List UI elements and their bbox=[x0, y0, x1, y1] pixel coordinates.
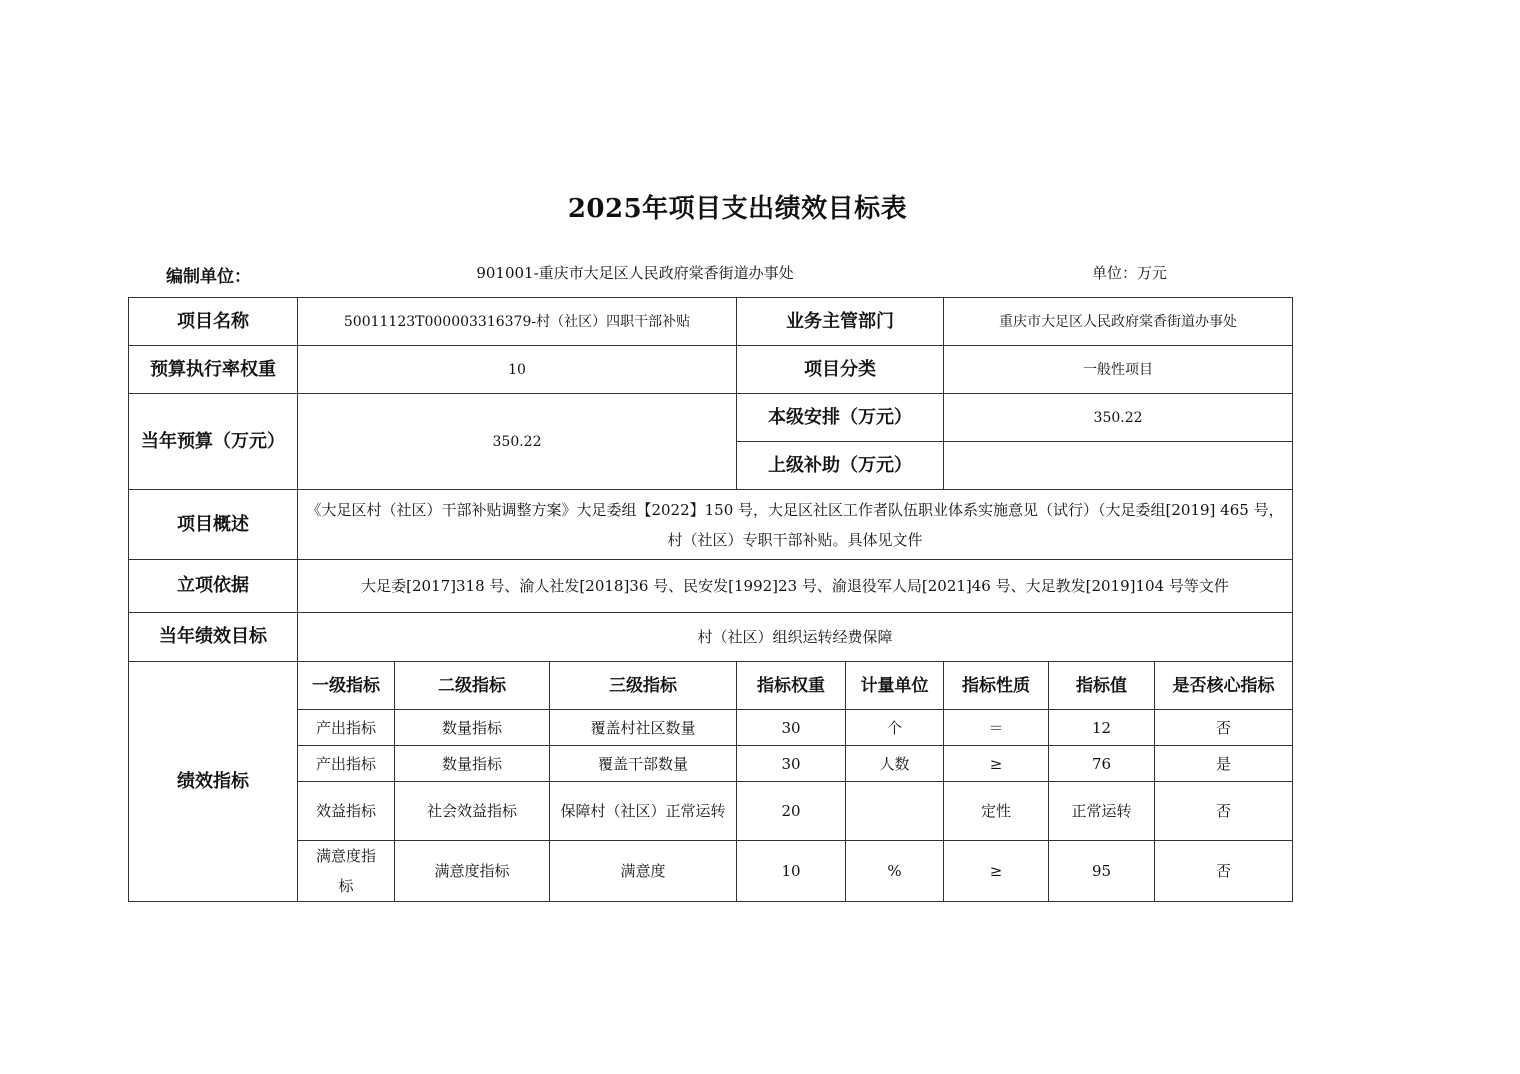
cell-value: 95 bbox=[1049, 841, 1155, 902]
cell-nature: 定性 bbox=[944, 782, 1049, 841]
table-row bbox=[129, 746, 1293, 782]
overview-value: 《大足区村（社区）干部补贴调整方案》大足委组【2022】150 号，大足区社区工作者队伍职业体系实施意见（试行）（大足委组[2019] 465 号，村（社区）专职干部补贴。具体见文件 bbox=[298, 490, 1293, 560]
local-value: 350.22 bbox=[944, 394, 1293, 442]
cell-nature: ＝ bbox=[944, 710, 1049, 746]
goal-value: 村（社区）组织运转经费保障 bbox=[298, 613, 1293, 662]
cell-core: 否 bbox=[1155, 841, 1293, 902]
overview-label: 项目概述 bbox=[129, 490, 298, 560]
cell-level1: 产出指标 bbox=[298, 710, 395, 746]
header-value: 指标值 bbox=[1049, 662, 1155, 710]
cell-level1: 满意度指标 bbox=[298, 841, 395, 902]
header-core: 是否核心指标 bbox=[1155, 662, 1293, 710]
category-value: 一般性项目 bbox=[944, 346, 1293, 394]
cell-unit: 人数 bbox=[846, 746, 944, 782]
header-level2: 二级指标 bbox=[395, 662, 550, 710]
cell-core: 是 bbox=[1155, 746, 1293, 782]
unit-value: 901001-重庆市大足区人民政府棠香街道办事处 bbox=[476, 264, 794, 282]
cell-level1: 产出指标 bbox=[298, 746, 395, 782]
performance-table bbox=[128, 297, 1293, 902]
cell-value: 12 bbox=[1049, 710, 1155, 746]
basis-label: 立项依据 bbox=[129, 560, 298, 613]
cell-weight: 30 bbox=[737, 710, 846, 746]
category-label: 项目分类 bbox=[737, 346, 944, 394]
header-weight: 指标权重 bbox=[737, 662, 846, 710]
header-level3: 三级指标 bbox=[550, 662, 737, 710]
cell-level2: 数量指标 bbox=[395, 710, 550, 746]
basis-value: 大足委[2017]318 号、渝人社发[2018]36 号、民安发[1992]23 号、渝退役军人局[2021]46 号、大足教发[2019]104 号等文件 bbox=[298, 560, 1293, 613]
goal-label: 当年绩效目标 bbox=[129, 613, 298, 662]
cell-level3: 覆盖干部数量 bbox=[550, 746, 737, 782]
cell-weight: 30 bbox=[737, 746, 846, 782]
weight-label: 预算执行率权重 bbox=[129, 346, 298, 394]
cell-core: 否 bbox=[1155, 782, 1293, 841]
cell-level2: 满意度指标 bbox=[395, 841, 550, 902]
cell-core: 否 bbox=[1155, 710, 1293, 746]
cell-unit: % bbox=[846, 841, 944, 902]
header-unit: 计量单位 bbox=[846, 662, 944, 710]
upper-label: 上级补助（万元） bbox=[737, 442, 944, 490]
unit-label: 编制单位： bbox=[166, 267, 251, 287]
header-nature: 指标性质 bbox=[944, 662, 1049, 710]
budget-value: 350.22 bbox=[298, 394, 737, 490]
cell-level1: 效益指标 bbox=[298, 782, 395, 841]
table-row bbox=[129, 841, 1293, 902]
local-label: 本级安排（万元） bbox=[737, 394, 944, 442]
cell-level3: 满意度 bbox=[550, 841, 737, 902]
dept-value: 重庆市大足区人民政府棠香街道办事处 bbox=[944, 298, 1293, 346]
cell-nature: ≥ bbox=[944, 746, 1049, 782]
cell-level3: 覆盖村社区数量 bbox=[550, 710, 737, 746]
weight-value: 10 bbox=[298, 346, 737, 394]
cell-level3: 保障村（社区）正常运转 bbox=[550, 782, 737, 841]
cell-weight: 10 bbox=[737, 841, 846, 902]
cell-level2: 数量指标 bbox=[395, 746, 550, 782]
cell-weight: 20 bbox=[737, 782, 846, 841]
upper-value bbox=[944, 442, 1293, 490]
table-row bbox=[129, 710, 1293, 746]
cell-unit bbox=[846, 782, 944, 841]
cell-value: 正常运转 bbox=[1049, 782, 1155, 841]
dept-label: 业务主管部门 bbox=[737, 298, 944, 346]
cell-nature: ≥ bbox=[944, 841, 1049, 902]
project-name-value: 50011123T000003316379-村（社区）四职干部补贴 bbox=[298, 298, 737, 346]
page-title: 2025年项目支出绩效目标表 bbox=[567, 194, 908, 224]
cell-value: 76 bbox=[1049, 746, 1155, 782]
cell-unit: 个 bbox=[846, 710, 944, 746]
currency-unit: 单位：万元 bbox=[1092, 264, 1168, 282]
cell-level2: 社会效益指标 bbox=[395, 782, 550, 841]
indicators-label: 绩效指标 bbox=[129, 662, 298, 902]
budget-label: 当年预算（万元） bbox=[129, 394, 298, 490]
table-row bbox=[129, 782, 1293, 841]
header-level1: 一级指标 bbox=[298, 662, 395, 710]
project-name-label: 项目名称 bbox=[129, 298, 298, 346]
